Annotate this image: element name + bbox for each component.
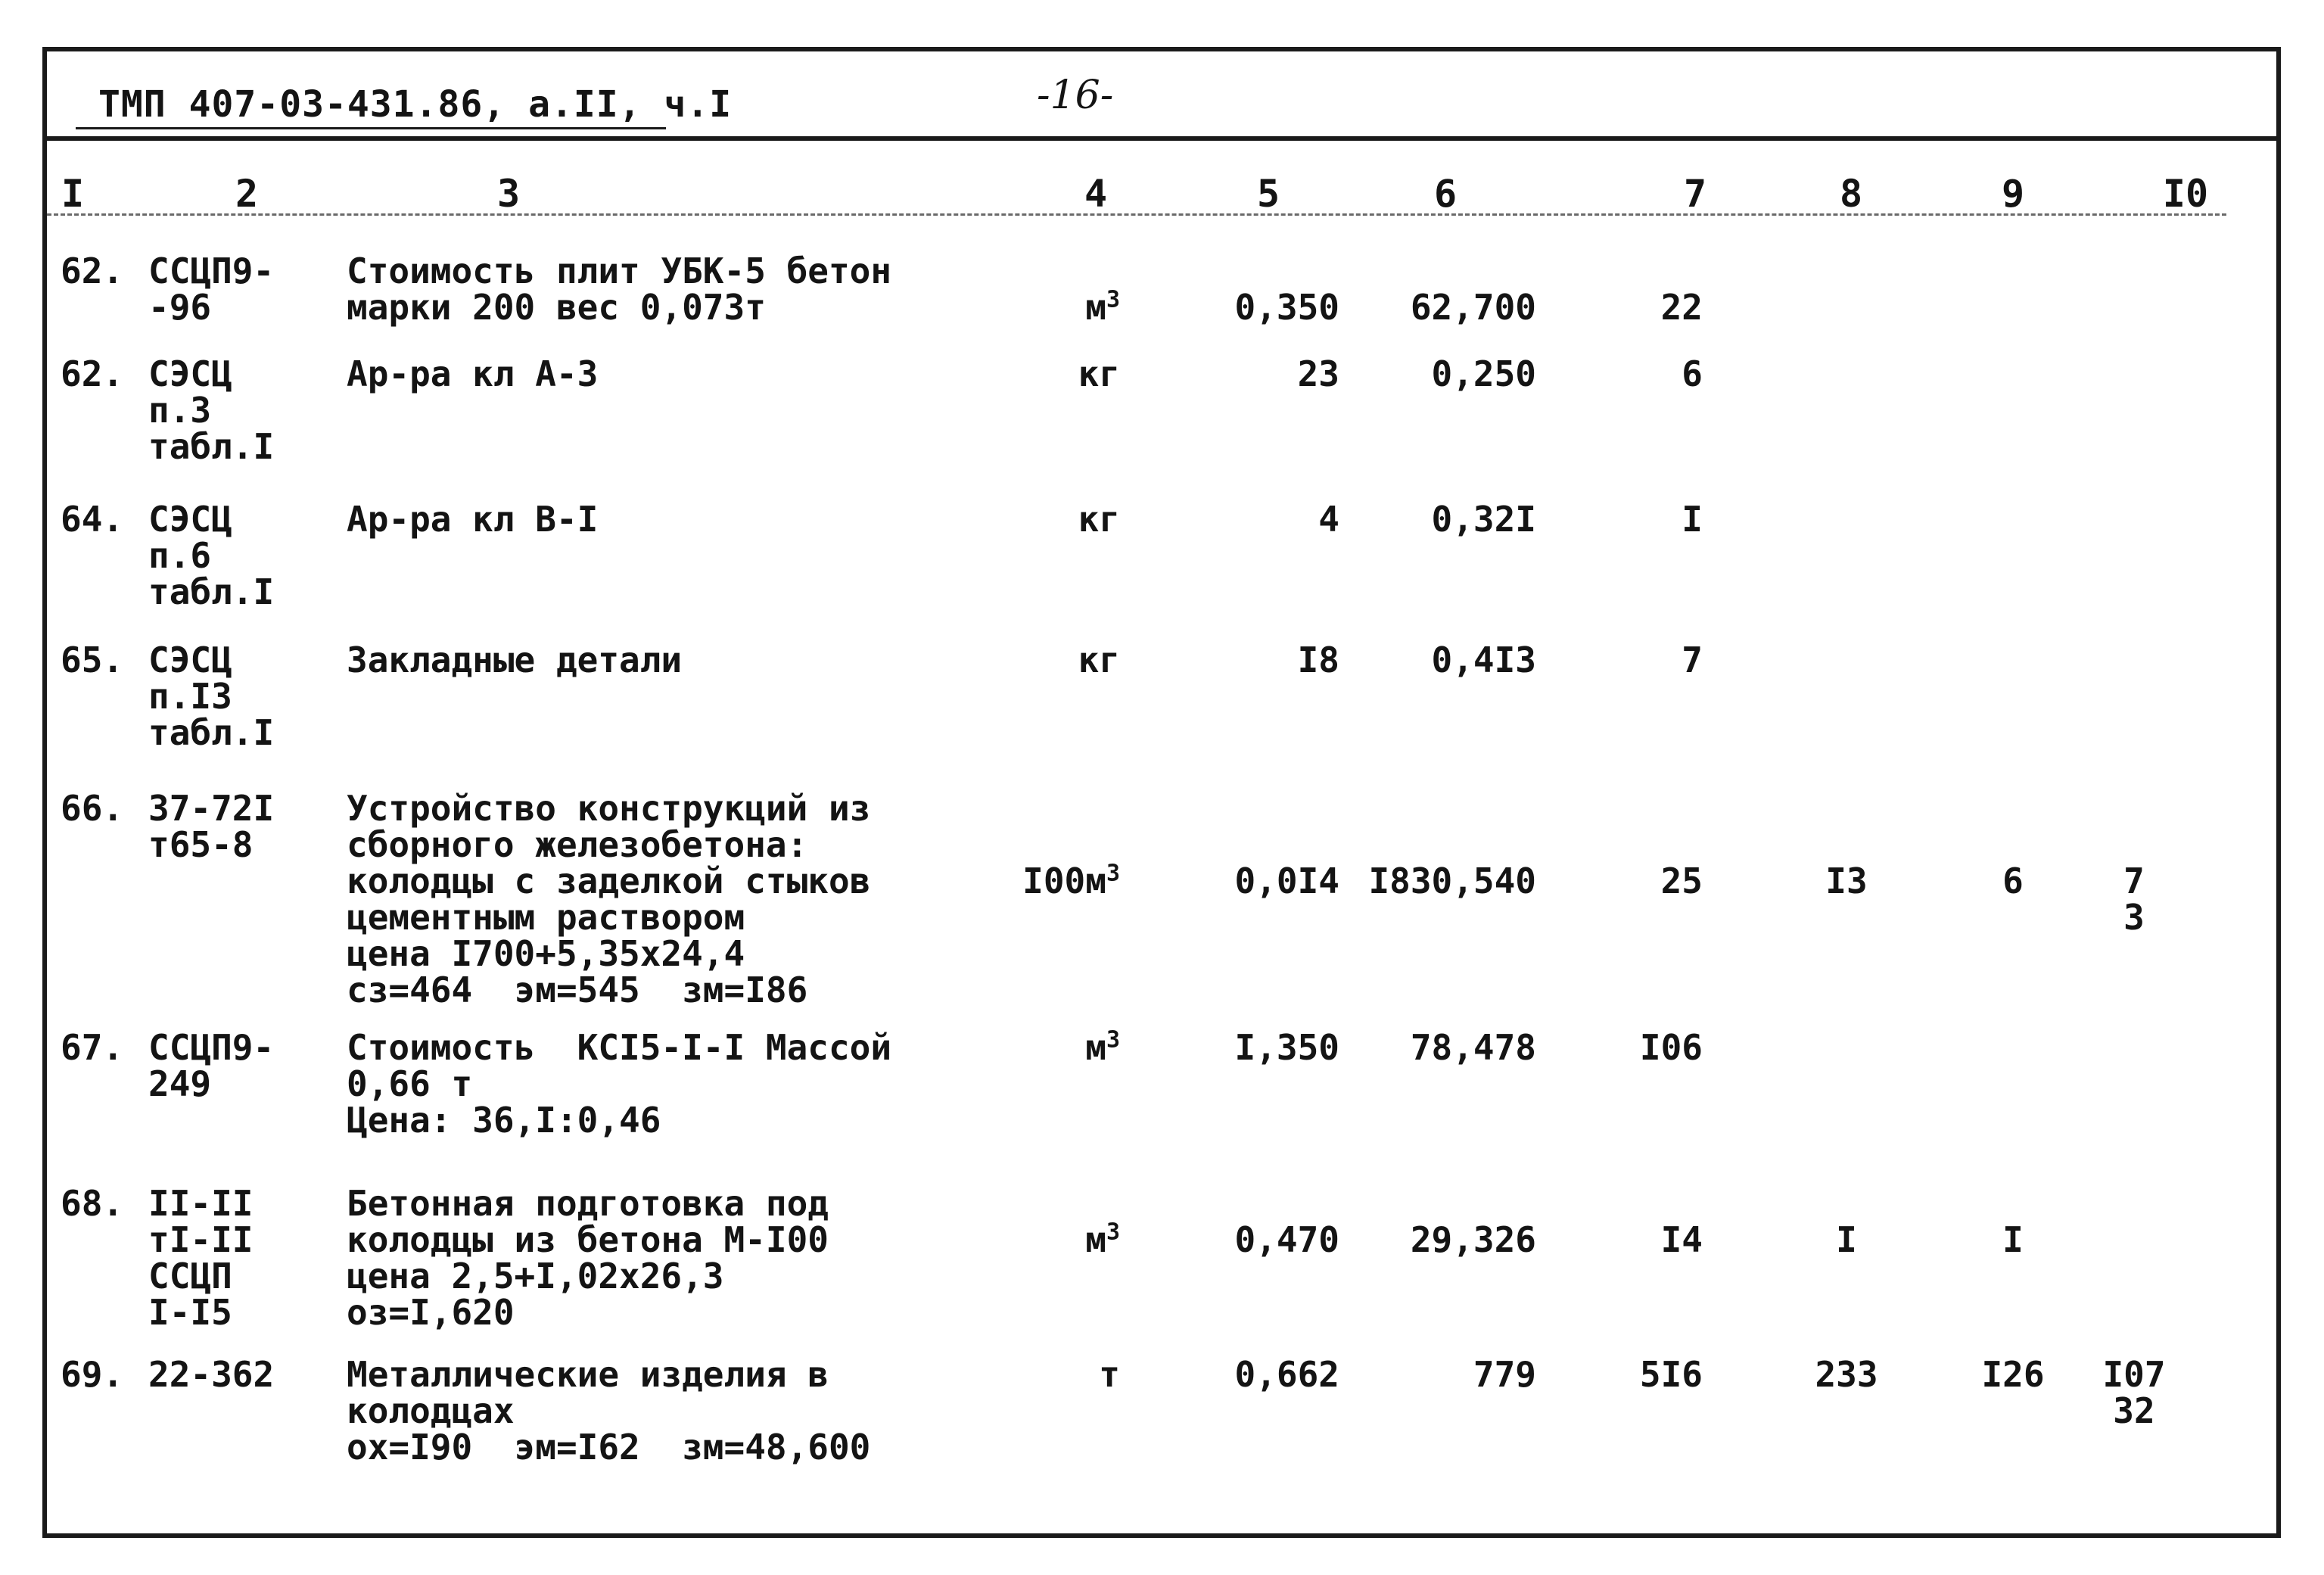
total-cost-cell: 22 bbox=[1660, 287, 1703, 328]
total-cost-cell: I06 bbox=[1639, 1027, 1703, 1068]
description-line: Ар-ра кл А-3 bbox=[347, 353, 599, 394]
unit-superscript: 3 bbox=[1106, 1219, 1120, 1246]
description-line: ох=I90 эм=I62 зм=48,600 bbox=[347, 1427, 871, 1468]
quantity-cell: 0,0I4 bbox=[1234, 861, 1339, 901]
row-number: 62. bbox=[61, 251, 124, 291]
norm-code-line: СЭСЦ bbox=[148, 353, 232, 394]
column-header-8: 8 bbox=[1839, 172, 1863, 216]
description-line: Ар-ра кл В-I bbox=[347, 499, 599, 540]
description-line: марки 200 вес 0,073т bbox=[347, 287, 766, 328]
description-line: 0,66 т bbox=[347, 1063, 473, 1104]
description-line: Цена: 36,I:0,46 bbox=[347, 1100, 661, 1141]
unit-price-cell: 62,700 bbox=[1410, 287, 1536, 328]
description-line: сз=464 эм=545 зм=I86 bbox=[347, 970, 808, 1010]
unit-cell bbox=[984, 1356, 1120, 1393]
row-number: 64. bbox=[61, 499, 124, 540]
norm-code-line: ССЦП9- bbox=[148, 1027, 275, 1068]
total-cost-cell: 25 bbox=[1660, 861, 1703, 901]
description-line: Стоимость КСI5-I-I Массой bbox=[347, 1027, 892, 1068]
unit-text: м bbox=[1085, 287, 1106, 328]
unit-cell bbox=[984, 353, 1120, 394]
quantity-cell: 23 bbox=[1297, 353, 1339, 394]
total-cost-cell: 7 bbox=[1682, 640, 1703, 680]
quantity-cell: 4 bbox=[1318, 499, 1339, 540]
col8-cell: I bbox=[1836, 1219, 1857, 1260]
header-divider bbox=[42, 136, 2281, 141]
norm-code-line: ССЦП bbox=[148, 1256, 232, 1296]
norm-code-line: ССЦП9- bbox=[148, 251, 275, 291]
unit-price-cell: 0,4I3 bbox=[1431, 640, 1536, 680]
unit-superscript: 3 bbox=[1106, 860, 1120, 887]
norm-code-line: табл.I bbox=[148, 426, 275, 467]
norm-code-line: СЭСЦ bbox=[148, 499, 232, 540]
col10-cell-line: 32 bbox=[2113, 1390, 2155, 1431]
unit-price-cell: 0,32I bbox=[1431, 499, 1536, 540]
description-line: цементным раствором bbox=[347, 897, 745, 938]
description-line: Стоимость плит УБК-5 бетон bbox=[347, 251, 892, 291]
unit-price-cell: 78,478 bbox=[1410, 1027, 1536, 1068]
unit-cell bbox=[984, 642, 1120, 678]
column-header-6: 6 bbox=[1433, 172, 1458, 216]
quantity-cell: I8 bbox=[1297, 640, 1339, 680]
unit-text: м bbox=[1085, 1027, 1106, 1068]
col8-cell: 233 bbox=[1815, 1354, 1878, 1395]
col10-cell-line: I07 bbox=[2102, 1354, 2166, 1395]
description-line: Закладные детали bbox=[347, 640, 683, 680]
unit-superscript: 3 bbox=[1106, 1026, 1120, 1054]
total-cost-cell: 6 bbox=[1682, 353, 1703, 394]
norm-code-line: II-II bbox=[148, 1183, 254, 1224]
unit-price-cell: 779 bbox=[1473, 1354, 1536, 1395]
column-header-7: 7 bbox=[1683, 172, 1707, 216]
unit-cell bbox=[984, 1219, 1120, 1260]
unit-text: кг bbox=[1078, 353, 1120, 394]
unit-price-cell: 29,326 bbox=[1410, 1219, 1536, 1260]
page-number: -16- bbox=[1037, 73, 1114, 118]
quantity-cell: I,350 bbox=[1234, 1027, 1339, 1068]
total-cost-cell: 5I6 bbox=[1639, 1354, 1703, 1395]
description-line: цена 2,5+I,02х26,3 bbox=[347, 1256, 724, 1296]
col9-cell: I26 bbox=[1981, 1354, 2045, 1395]
column-header-3: 3 bbox=[496, 172, 521, 216]
row-number: 69. bbox=[61, 1354, 124, 1395]
description-line: сборного железобетона: bbox=[347, 824, 808, 865]
norm-code-line: СЭСЦ bbox=[148, 640, 232, 680]
doc-code-underline bbox=[76, 127, 666, 129]
col10-cell-line: 7 bbox=[2123, 861, 2145, 901]
total-cost-cell: I bbox=[1682, 499, 1703, 540]
column-header-rule bbox=[47, 213, 2226, 216]
unit-cell bbox=[984, 286, 1120, 328]
unit-price-cell: I830,540 bbox=[1368, 861, 1536, 901]
col10-cell-line: 3 bbox=[2123, 897, 2145, 938]
unit-text: т bbox=[1099, 1354, 1120, 1395]
unit-superscript: 3 bbox=[1106, 286, 1120, 313]
row-number: 62. bbox=[61, 353, 124, 394]
description-line: цена I700+5,35х24,4 bbox=[347, 933, 745, 974]
quantity-cell: 0,350 bbox=[1234, 287, 1339, 328]
norm-code-line: п.I3 bbox=[148, 676, 232, 717]
quantity-cell: 0,662 bbox=[1234, 1354, 1339, 1395]
description-line: Бетонная подготовка под bbox=[347, 1183, 829, 1224]
description-line: колодцы из бетона М-I00 bbox=[347, 1219, 829, 1260]
column-header-1: I bbox=[61, 172, 85, 216]
row-number: 65. bbox=[61, 640, 124, 680]
norm-code-line: 249 bbox=[148, 1063, 212, 1104]
description-line: колодцах bbox=[347, 1390, 515, 1431]
norm-code-line: 22-362 bbox=[148, 1354, 275, 1395]
norm-code-line: 37-72I bbox=[148, 788, 275, 829]
norm-code-line: -96 bbox=[148, 287, 212, 328]
row-number: 66. bbox=[61, 788, 124, 829]
unit-cell bbox=[984, 499, 1120, 540]
norm-code-line: I-I5 bbox=[148, 1292, 232, 1333]
description-line: колодцы с заделкой стыков bbox=[347, 861, 871, 901]
column-header-10: I0 bbox=[2162, 172, 2209, 216]
description-line: Металлические изделия в bbox=[347, 1354, 829, 1395]
norm-code-line: т65-8 bbox=[148, 824, 254, 865]
col9-cell: 6 bbox=[2002, 861, 2024, 901]
unit-text: м bbox=[1085, 1219, 1106, 1260]
norm-code-line: табл.I bbox=[148, 571, 275, 612]
description-line: Устройство конструкций из bbox=[347, 788, 871, 829]
norm-code-line: табл.I bbox=[148, 712, 275, 753]
col8-cell: I3 bbox=[1825, 861, 1868, 901]
row-number: 67. bbox=[61, 1027, 124, 1068]
total-cost-cell: I4 bbox=[1660, 1219, 1703, 1260]
column-header-5: 5 bbox=[1256, 172, 1280, 216]
column-header-9: 9 bbox=[2001, 172, 2025, 216]
unit-text: кг bbox=[1078, 640, 1120, 680]
col9-cell: I bbox=[2002, 1219, 2024, 1260]
norm-code-line: тI-II bbox=[148, 1219, 254, 1260]
document-code: ТМП 407-03-431.86, а.II, ч.I bbox=[98, 83, 733, 126]
quantity-cell: 0,470 bbox=[1234, 1219, 1339, 1260]
description-line: оз=I,620 bbox=[347, 1292, 515, 1333]
column-header-4: 4 bbox=[1084, 172, 1108, 216]
unit-text: I00м bbox=[1022, 861, 1106, 901]
unit-cell bbox=[984, 860, 1120, 901]
norm-code-line: п.3 bbox=[148, 390, 212, 431]
norm-code-line: п.6 bbox=[148, 535, 212, 576]
unit-cell bbox=[984, 1026, 1120, 1068]
column-header-2: 2 bbox=[235, 172, 259, 216]
unit-text: кг bbox=[1078, 499, 1120, 540]
unit-price-cell: 0,250 bbox=[1431, 353, 1536, 394]
row-number: 68. bbox=[61, 1183, 124, 1224]
